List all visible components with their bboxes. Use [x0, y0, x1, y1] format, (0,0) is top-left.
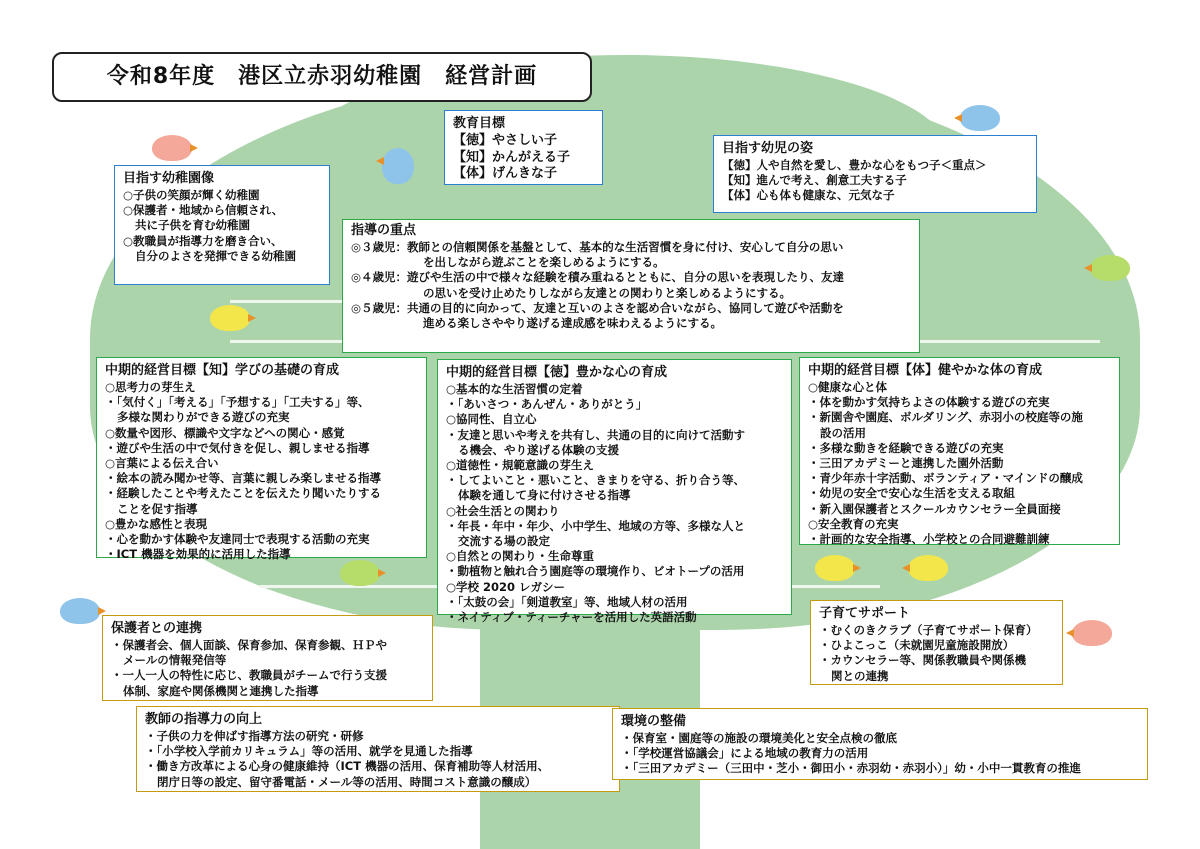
list-item: 【知】進んで考え、創意工夫する子: [722, 173, 907, 188]
goal-body-box: [799, 357, 1120, 545]
bird-icon: [960, 105, 1000, 131]
list-item: ・心を動かす体験や友達同士で表現する活動の充実: [105, 532, 370, 547]
list-item: 体制、家庭や関係機関と連携した指導: [123, 683, 319, 698]
list-item: ・三田アカデミーと連携した園外活動: [808, 456, 1004, 471]
list-item: 設の活用: [820, 425, 866, 440]
list-heading: ○豊かな感性と表現: [105, 516, 208, 531]
bird-icon: [210, 305, 250, 331]
bird-icon: [1072, 620, 1112, 646]
list-item: 多様な関わりができる遊びの充実: [117, 410, 290, 425]
list-item: ・むくのきクラブ（子育てサポート保育）: [819, 623, 1038, 637]
list-item: 自分のよさを発揮できる幼稚園: [135, 248, 296, 263]
list-item: ・「学校運営協議会」による地域の教育力の活用: [621, 746, 869, 761]
list-heading: ◎４歳児：遊びや生活の中で様々な経験を積み重ねるとともに、自分の思いを表現したり、友達: [351, 270, 845, 285]
list-item: ・多様な動きを経験できる遊びの充実: [808, 440, 1004, 455]
list-item: を出しながら遊ぶことを楽しめるようにする。: [423, 255, 665, 270]
list-item: ことを促す指導: [117, 501, 198, 516]
bird-icon: [1090, 255, 1130, 281]
education-goals-box: [444, 110, 603, 185]
list-item: ・遊びや生活の中で気付きを促し、親しませる指導: [105, 440, 370, 455]
goal-knowledge-box: [96, 357, 427, 562]
list-item: ・してよいこと・悪いこと、きまりを守る、折り合う等、: [446, 473, 745, 488]
list-item: ・経験したことや考えたことを伝えたり聞いたりする: [105, 486, 381, 501]
list-heading: ○言葉による伝え合い: [105, 456, 219, 471]
section-heading: 中期的経営目標【体】健やかな体の育成: [808, 363, 1043, 378]
list-item: 【徳】やさしい子: [453, 133, 558, 148]
list-heading: ○子供の笑顔が輝く幼稚園: [123, 188, 260, 202]
list-item: ・一人一人の特性に応じ、教職員がチームで行う支援: [111, 668, 387, 683]
list-heading: ○自然との関わり・生命尊重: [446, 549, 595, 564]
guidance-focus-box: [342, 219, 920, 353]
bird-icon: [382, 148, 414, 184]
list-item: ・年長・年中・年少、小中学生、地域の方等、多様な人と: [446, 518, 745, 533]
list-item: ・ひよこっこ（未就園児童施設開放）: [819, 638, 1015, 653]
list-item: 【体】心も体も健康な、元気な子: [722, 188, 895, 203]
list-item: ・働き方改革による心身の健康維持（ICT 機器の活用、保育補助等人材活用、: [145, 759, 550, 774]
list-heading: ○健康な心と体: [808, 380, 888, 394]
list-item: ・青少年赤十字活動、ボランティア・マインドの醸成: [808, 471, 1083, 486]
list-item: ・カウンセラー等、関係教職員や関係機: [819, 653, 1026, 668]
list-heading: ○思考力の芽生え: [105, 380, 196, 394]
list-item: ・子供の力を伸ばす指導方法の研究・研修: [145, 729, 364, 743]
list-item: ・「太鼓の会」「剣道教室」等、地域人材の活用: [446, 594, 688, 609]
list-heading: ○教職員が指導力を磨き合い、: [123, 233, 283, 248]
list-item: ・新園舎や園庭、ボルダリング、赤羽小の校庭等の施: [808, 410, 1083, 425]
list-heading: ○学校 2020 レガシー: [446, 579, 566, 594]
section-heading: 教育目標: [453, 116, 506, 131]
list-heading: ○道徳性・規範意識の芽生え: [446, 458, 595, 473]
list-item: ・動植物と触れ合う園庭等の環境作り、ビオトープの活用: [446, 564, 745, 579]
goal-virtue-box: [437, 359, 792, 625]
list-item: ・保育室・園庭等の施設の環境美化と安全点検の徹底: [621, 731, 897, 745]
parents-box: [102, 615, 433, 701]
teacher-skills-box: [136, 706, 620, 792]
bird-icon: [815, 555, 855, 581]
list-heading: ◎５歳児：共通の目的に向かって、友達と互いのよさを認め合いながら、協同して遊びや活動を: [351, 300, 844, 315]
ideal-child-box: [713, 135, 1037, 213]
list-item: 体験を通して身に付けさせる指導: [458, 488, 631, 503]
list-item: ・「あいさつ・あんぜん・ありがとう」: [446, 397, 648, 412]
bird-icon: [60, 598, 100, 624]
environment-box: [612, 708, 1148, 780]
list-item: ・保護者会、個人面談、保育参加、保育参観、ＨＰや: [111, 638, 387, 652]
ideal-kindergarten-box: [114, 165, 330, 285]
list-item: 共に子供を育む幼稚園: [135, 218, 250, 233]
list-item: ・友達と思いや考えを共有し、共通の目的に向けて活動す: [446, 427, 745, 442]
list-item: メールの情報発信等: [123, 653, 227, 668]
list-item: ・「小学校入学前カリキュラム」等の活用、就学を見通した指導: [145, 744, 473, 759]
section-heading: 環境の整備: [621, 714, 687, 729]
section-heading: 子育てサポート: [819, 606, 911, 621]
list-heading: ◎３歳児：教師との信頼関係を基盤として、基本的な生活習慣を身に付け、安心して自分の思い: [351, 240, 844, 254]
list-item: ・計画的な安全指導、小学校との合同避難訓練: [808, 532, 1050, 547]
list-item: 進める楽しさややり遂げる達成感を味わえるようにする。: [423, 316, 722, 331]
section-heading: 教師の指導力の向上: [145, 712, 263, 727]
list-item: 【体】げんきな子: [453, 166, 558, 181]
list-item: 交流する場の設定: [458, 534, 550, 549]
list-item: ・新入園保護者とスクールカウンセラー全員面接: [808, 501, 1061, 516]
bird-icon: [908, 555, 948, 581]
list-heading: ○基本的な生活習慣の定着: [446, 382, 583, 396]
list-heading: ○社会生活との関わり: [446, 503, 560, 518]
list-item: の思いを受け止めたりしながら友達との関わりと楽しめるようにする。: [423, 285, 791, 300]
list-item: る機会、やり遂げる体験の支援: [458, 442, 619, 457]
section-heading: 目指す幼稚園像: [123, 171, 215, 186]
list-heading: ○安全教育の充実: [808, 516, 899, 531]
list-item: ・体を動かす気持ちよさの体験する遊びの充実: [808, 395, 1050, 410]
list-item: 【知】かんがえる子: [453, 149, 571, 165]
section-heading: 中期的経営目標【徳】豊かな心の育成: [446, 365, 668, 380]
section-heading: 保護者との連携: [111, 621, 203, 636]
list-item: 【徳】人や自然を愛し、豊かな心をもつ子＜重点＞: [722, 158, 987, 172]
page-title: 令和8年度 港区立赤羽幼稚園 経営計画: [52, 52, 592, 102]
list-heading: ○保護者・地域から信頼され、: [123, 203, 284, 218]
bird-icon: [152, 135, 192, 161]
list-item: ・ICT 機器を効果的に活用した指導: [105, 547, 291, 562]
bird-icon: [340, 560, 380, 586]
list-item: ・「気付く」「考える」「予想する」「工夫する」等、: [105, 395, 370, 410]
section-heading: 指導の重点: [351, 223, 417, 238]
list-item: ・絵本の読み聞かせ等、言葉に親しみ楽しませる指導: [105, 471, 381, 486]
list-item: 関との連携: [831, 668, 889, 683]
list-item: ・ネイティブ・ティーチャーを活用した英語活動: [446, 610, 697, 625]
section-heading: 中期的経営目標【知】学びの基礎の育成: [105, 363, 340, 378]
list-item: 閉庁日等の設定、留守番電話・メール等の活用、時間コスト意識の醸成）: [157, 774, 537, 789]
childcare-support-box: [810, 600, 1063, 685]
list-heading: ○協同性、自立心: [446, 412, 537, 427]
section-heading: 目指す幼児の姿: [722, 141, 814, 156]
list-heading: ○数量や図形、標識や文字などへの関心・感覚: [105, 425, 345, 440]
list-item: ・幼児の安全で安心な生活を支える取組: [808, 486, 1015, 501]
list-item: ・「三田アカデミー（三田中・芝小・御田小・赤羽幼・赤羽小）」幼・小中一貫教育の推進: [621, 761, 1081, 776]
